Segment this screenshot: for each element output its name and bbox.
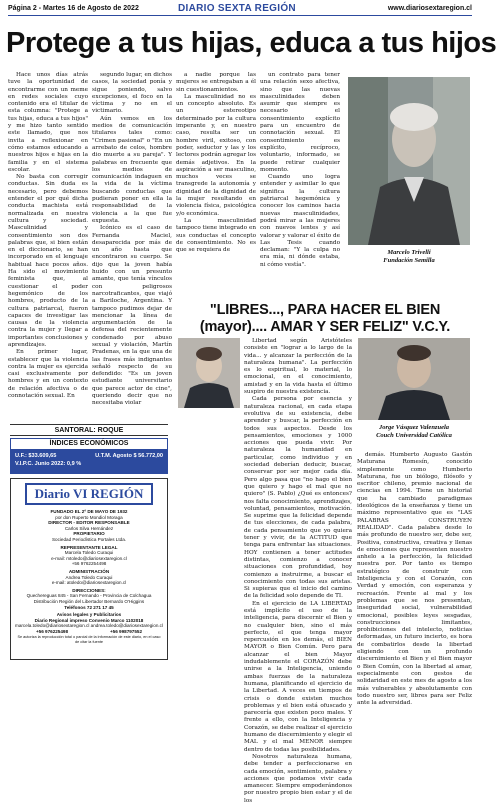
caption-author2 [358,424,470,440]
indices-uf: U.F.: $33.609,65 [15,453,57,459]
masthead-logo [25,483,153,505]
article1-col4 [260,72,340,301]
article2-headline: "LIBRES..., PARA HACER EL BIEN (mayor).... AMAR Y SER FELIZ" V.C.Y. [199,302,451,335]
caption-author1 [348,249,470,265]
article2-col1 [244,338,352,804]
owner: Sociedad Periodística Portales Ltda. [51,536,127,542]
address2: Distribución Región del Libertador Bernardo O'Higgins [33,598,145,604]
paragraph: a nadie porque las mujeres se entregaban a él sin cuestionamientos. [176,72,256,93]
admin-name: Andrea Toledo Curaqui [65,574,113,580]
paragraph: Aún vemos en los medios de comunicación titulares tales como: "Crimen pasional" o "En un arrebato de celos, hombre dio muerte a su pareja". Y palabras en frecuente que los medios de comunicación indaguen en la vida de la víctima buscando conductas que pudieran poner en ella la responsabilidad de la violencia a la que fue expuesta. [92,115,172,224]
legal-phone: +56 9762254498 [71,561,107,567]
legal-email[interactable]: e-mail: mtoledo@diariosextaregion.cl [51,555,127,561]
paragraph: Cada persona por esencia y naturaleza racional, en cada etapa evolutiva de su existencia, debe aprender y buscar, la perfección en todos sus aspectos. Desde los pensamientos, emociones y 1000 acciones que pueda vivir. Por naturaleza la humanidad en particular, como individuo y en sociedad deberían deducir, buscar, conservar por ser mejor cada día. Pero algo pasa que "no hago el bien que quiero y hago el mal que no quiero" (S. Pablo) ¿Qué es entonces? nos falta conocimiento, aprendizajes, voluntad, pensamientos, motivación. Se suprime que la felicidad depende de tus elecciones, de cada palabra, de cada pensamiento que yo quiera tener y vivir, de la ACTITUD que tenga para enfrentar las situaciones. HOY contienen a tener actitudes distintas, comienzo a conocer situaciones con profundidad, hoy comienzo a instruirme, a buscar el conocimiento con todas sus aristas. Si supieras que el inicio del camino de la felicidad solo depende de TI. [244,396,352,600]
author-photo-trivelli [348,77,470,245]
founded: FUNDADO EL 2º DE MAYO DE 1932 [50,509,128,514]
caption-author2-name: Jorge Vásquez Valenzuela [378,424,450,431]
ads-text: Diario Regional impreso Convenio Marco 1102018 [34,617,144,623]
paragraph: No basta con corregir conductas. Sin duda es necesario, pero debemos entender el por qué dicha conducta machista está normalizada en nuestra cultura y sociedad. Masculinidad y consentimiento son dos palabras que, si bien están en el diccionario, se han incorporado en el lenguaje habitual hace pocos años. Ha sido el movimiento feminista que, al cuestionar el poder hegemónico de los hombres, producto de la cultura patriarcal, fueron capaces de investigar las causas de la violencia contra la mujer y llegar a importantes conclusiones y aprendizajes. [8,174,88,348]
paragraph: En primer lugar, establecer que la violencia contra la mujer es ejercida casi exclusivamente por hombres y en un contexto de relación afectiva o de connotación sexual. En [8,349,88,400]
paragraph: demás. Humberto Augusto Gastón Maturana Romesín, conocido simplemente como Humberto Maturana, fue un biólogo, filósofo y escritor chileno, premio nacional de ciencias en 1994. Tiene un historial que ha cambiado paradigmas ideológicos de la enseñanza y tiene un máximo representativo que es "LAS PALABRAS CONSTRUYEN REALIDAD". Cada palabra desde lo más profundo de nuestro ser, debe ser, Positiva, constructiva, creativa y llenas de emociones que representen nuestro anhelo a la perfección, la felicidad nuestra por. Por tanto es tiempo estratégico de construir con Inteligencia y con el Corazón, con Verdad y emoción, con esperanza y recreación. Frente al mal y los problemas que se nos presentan, inseguridad social, vulnerabilidad emocional, posibles leyes sesgadas, construcciones limitantes, prohibiciones del intelecto, noticias deformadas, un futuro incierto, es hora de combatirlos desde la libertad eligiendo con un profundo discernimiento el Bien y el Bien mayor o Bien Común, con la libertad al amar, especialmente con gestos de solidaridad en este mes de agosto a los más vulnerables y absolutamente con todo nuestro ser, libres para ser Feliz ante la adversidad. [357,452,472,707]
disclaimer: Se autoriza la reproducción total o parcial de la información de este diario, en el caso de citar la fuente [17,635,161,645]
legal-name: Marcela Toledo Curaqui [64,550,114,556]
indices-ipc: V.I.P.C. Junio 2022: 0,9 % [15,461,82,467]
contact-phone-1: +56 976225498 [35,628,69,634]
admin-email[interactable]: e-mail: atoledo@diariosextaregion.cl [51,580,127,586]
masthead-box [10,478,168,660]
masthead-details [15,509,163,645]
caption-author2-org: Couch Universidad Católica [376,432,452,439]
legal-label: REPRESENTANTE LEGAL [60,544,118,550]
paragraph: Cuando uno logra entender y asimilar lo que significa la cultura patriarcal hegemónica y conocer los caminos hacia nuevas masculinidades, podrá mirar a las mujeres con nuevos lentes y así valorar y valorar el éxito de Las Tesis cuando declaman: "Y la culpa no era mía, ni dónde estaba, ni cómo vestía". [260,174,340,268]
paragraph: La masculinidad tampoco tiene integrado en sus conductas el concepto de consentimiento. No es que se requiera de [176,217,256,254]
director-label: DIRECTOR - EDITOR RESPONSABLE [48,520,130,526]
paragraph: En el ejercicio de LA LIBERTAD está implícito el uso de la inteligencia, para discernir el Bien y no cualquier bien, sino el más perfecto, el que tenga mayor repercusión en los demás, el BIEN MAYOR o Bien Común. Pero para alcanzar el bien Mayor indudablemente el CORAZÓN debe unirse a la Inteligencia, uniendo ambas fuerzas de la naturaleza humana, planificando el ejercicio de la Libertad. A veces en tiempos de crisis o donde existen muchos problemas y el bien está ofuscado y parecería que existen poco males. Y frente a ello, con la Inteligencia y Corazón, se debe realizar el ejercicio humano de discernimiento y elegir el MAL y el mal MENOR siempre dentro de todas las posibilidades. [244,600,352,753]
paragraph: un contrato para tener una relación sexo afectiva, sino que las nuevas masculinidades deben asumir que siempre es necesario el consentimiento explícito para un encuentro de connotación sexual. El consentimiento es explícito, recíproco, voluntario, informado, se puede retirar cualquier momento. [260,72,340,173]
website-link[interactable]: www.diariosextaregion.cl [387,5,472,12]
author-photo-vasquez [178,338,240,408]
article1-col2 [92,72,172,420]
indices-title: ÍNDICES ECONÓMICOS [10,438,168,450]
phone: Teléfonos 72 271 17 45 [64,604,114,610]
director: Carlos Silva Hernández [64,525,114,531]
caption-author1-org: Fundación Semilla [383,257,435,264]
indices-utm: U.T.M. Agosto $ 56.772,00 [95,453,163,459]
page-header [8,3,472,15]
contact-email-2[interactable]: andrea.toledo@diariosextaregion.cl [90,623,163,629]
article1-col3 [176,72,256,301]
author-photo-vasquez-large [358,338,470,420]
paragraph: Libertad según Aristóteles consiste en "lograr a lo largo de la vida... y alcanzar la perfección de la naturaleza humana". La perfección es lo espiritual, lo material, lo emocional, en el conocimiento, amistad y en la vida hasta el último suspiro de nuestra existencia. [244,338,352,396]
article1-col1 [8,72,88,420]
page-date: Página 2 - Martes 16 de Agosto de 2022 [8,5,139,12]
paragraph: La masculinidad no es un concepto absoluto. Es un estereotipo determinado por la cultura imperante y, en nuestro caso, resulta ser un hombre viril, exitoso, con poder, seductor y las y los lectores podrán agregar los demás adjetivos. En la aspiración a ser masculino, muchos veces se transgrede la autonomía y dignidad de la dignidad de la mujer resultando en violencia física, psicológica y/o económica. [176,93,257,217]
indices-box [10,438,168,474]
address: Quechereguas 845 - San Fernando - Provincia de Colchagua [26,593,152,599]
article-headline: Protege a tus hijas, educa a tus hijos [6,27,496,59]
founder: por don Ruperto Mondiol Moraga [55,514,123,520]
ads-label: Avisos legales y Publicitarios [56,612,122,618]
header-rule [8,15,472,16]
contact-email-1[interactable]: marcela.toledo@diariosextaregion.cl [15,623,90,629]
paragraph: Hace unos días atrás tuve la oportunidad de encontrarme con un meme en redes sociales cuyo contenido era el titular de esta columna: "Protege a tus hijas, educa a tus hijos" y me hizo tanto sentido este llamado, que nos invita a reflexionar en cómo estamos educando a nuestros hijos e hijas en la familia y en el sistema escolar. [8,72,88,173]
address-label: DIRECCIONES: [72,587,106,593]
owner-label: PROPIETARIO [73,531,105,537]
santoral: SANTORAL: ROQUE [10,424,168,436]
logo-text: Diario VI REGIÓN [34,486,144,501]
caption-author1-name: Marcelo Trivelli [387,249,431,256]
paragraph: segundo lugar, en dichos casos, la sociedad ponía y sigue poniendo, salvo excepciones, el foco en la víctima y no en el victimario. [92,72,172,115]
admin-label: ADMINISTRACIÓN [68,568,110,574]
contact-phones [15,629,163,635]
article2-col2 [357,452,472,707]
newspaper-name: DIARIO SEXTA REGIÓN [178,3,296,14]
paragraph: Icónico es el caso de Fernanda Maciel, desaparecida por más de un año hasta que encontraron su cuerpo. Se dijo que la joven había huido con un presunto amante, que tenía vínculos con peligrosos narcotraficantes, que viajó a Bariloche, Argentina. Y tampoco pudimos dejar de mencionar la línea de argumentación de la defensa del recientemente condenado por abuso sexual y violación, Martín Pradenas, en la que una de las frases más indignantes señaló respecto de su defendido: "Es un joven estudiante universitario que parece actor de cine", queriendo decir que no necesitaba violar [92,225,172,407]
paragraph: Nosotros naturaleza humana, debe tender a perfeccionarse en cada emoción, sentimiento, palabra y acciones que podamos vivir cada amanecer. Siempre empoderándonos por nuestro propio bien estar y el de los [244,753,352,804]
contact-phone-2: +56 998797552 [109,628,143,634]
